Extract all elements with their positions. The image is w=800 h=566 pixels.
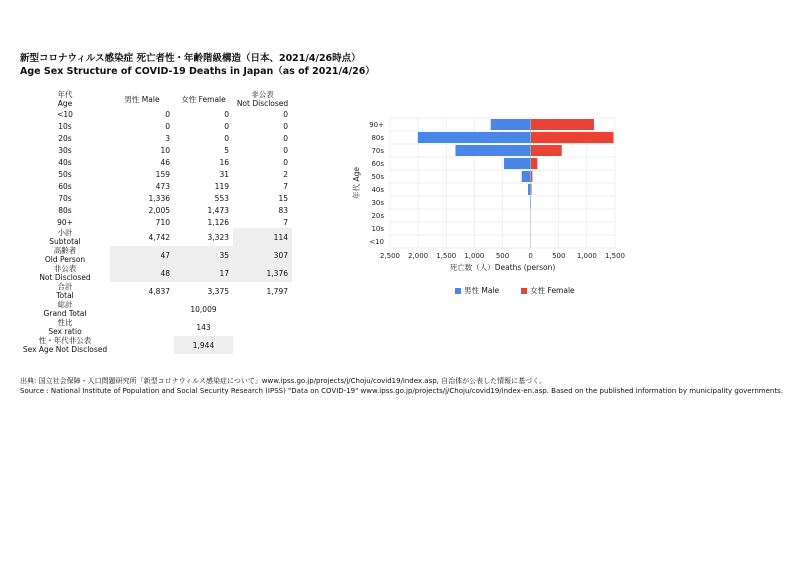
x-tick-label: 2,500 (379, 252, 401, 260)
bar-male (504, 158, 531, 169)
legend-label-female: 女性 Female (530, 286, 575, 295)
cell-nd: 83 (278, 205, 288, 215)
cell-nd: 15 (278, 193, 288, 203)
x-tick-label: 1,000 (576, 252, 597, 260)
bar-male (528, 184, 531, 195)
table-row (20, 168, 292, 180)
y-tick-label: <10 (369, 238, 384, 246)
legend-label-male: 男性 Male (464, 286, 500, 295)
not-disclosed-label (20, 264, 110, 282)
cell-nd: 0 (283, 145, 288, 155)
header-nd-ja: 非公表 (251, 90, 274, 99)
not-disclosed-nd: 1,376 (233, 264, 292, 282)
table-row (20, 132, 292, 144)
title-block (20, 52, 375, 78)
sex-ratio-value: 143 (196, 322, 211, 332)
x-tick-label: 0 (528, 252, 533, 260)
cell-male: 473 (155, 181, 170, 191)
cell-nd: 7 (283, 217, 288, 227)
cell-male: 3 (165, 133, 170, 143)
cell-label: 40s (58, 157, 72, 167)
old-person-label-ja: 高齢者 (53, 246, 77, 255)
cell-female: 0 (224, 121, 229, 131)
sex-age-nd-label-en: Sex Age Not Disclosed (22, 345, 108, 354)
subtotal-female: 3,323 (207, 232, 229, 242)
x-tick-label: 500 (552, 252, 566, 260)
total-row (20, 282, 292, 300)
cell-male: 10 (160, 145, 170, 155)
old-person-label (20, 246, 110, 264)
cell-female: 119 (214, 181, 229, 191)
x-axis-label: 死亡数（人）Deaths (person) (449, 263, 556, 272)
x-tick-label: 1,500 (604, 252, 626, 260)
subtotal-label-en: Subtotal (49, 237, 81, 246)
y-tick-label: 40s (371, 186, 384, 194)
title-english: Age Sex Structure of COVID-19 Deaths in Japan（as of 2021/4/26） (20, 66, 375, 77)
grand-total-label-ja: 総計 (57, 300, 73, 309)
cell-female: 0 (224, 133, 229, 143)
cell-female: 5 (224, 145, 229, 155)
cell-female: 0 (224, 109, 229, 119)
y-tick-label: 90+ (369, 121, 384, 129)
legend-swatch-male (455, 288, 461, 294)
grand-total-label (20, 300, 110, 318)
bar-male (491, 119, 531, 130)
title-japanese: 新型コロナウィルス感染症 死亡者性・年齢階級構造（日本、2021/4/26時点） (20, 53, 361, 64)
cell-male: 710 (155, 217, 170, 227)
cell-label: <10 (57, 109, 73, 119)
sex-ratio-label-ja: 性比 (57, 318, 73, 327)
sex-ratio-label-en: Sex ratio (48, 327, 82, 336)
not-disclosed-row (20, 264, 292, 282)
cell-male: 1,336 (148, 193, 170, 203)
x-tick-label: 1,000 (464, 252, 485, 260)
header-age-en: Age (57, 99, 73, 108)
cell-nd: 0 (283, 109, 288, 119)
total-label (20, 282, 110, 300)
cell-label: 60s (58, 181, 72, 191)
legend-item-male (455, 285, 499, 296)
sex-age-nd-label-ja: 性・年代非公表 (38, 336, 92, 345)
cell-label: 30s (58, 145, 72, 155)
total-nd: 1,797 (266, 286, 288, 296)
table-row (20, 156, 292, 168)
cell-label: 20s (58, 133, 72, 143)
grand-total-label-en: Grand Total (43, 309, 87, 318)
source-note (20, 376, 783, 396)
cell-label: 70s (58, 193, 72, 203)
sex-age-nd-label (20, 336, 110, 354)
chart-legend (455, 285, 575, 296)
cell-male: 2,005 (148, 205, 170, 215)
bar-male (522, 171, 531, 182)
source-english: Source : National Institute of Population and Social Security Research (IPSS) "Data on COVID-19" www.ipss.go.jp/projects/j/Choju/covid19/index-en.asp. Based on the published information by municipality governments. (20, 387, 783, 395)
y-tick-label: 30s (371, 199, 384, 207)
sex-age-nd-row (20, 336, 292, 354)
deaths-table (20, 90, 292, 354)
cell-female: 16 (219, 157, 229, 167)
header-female: 女性 Female (181, 94, 226, 104)
y-axis-label: 年代 Age (352, 167, 361, 199)
table-row (20, 120, 292, 132)
old-person-female: 35 (174, 246, 233, 264)
bar-female (531, 132, 614, 143)
y-tick-label: 10s (371, 225, 384, 233)
x-tick-label: 500 (495, 252, 510, 260)
cell-female: 1,126 (207, 217, 229, 227)
table-row (20, 204, 292, 216)
not-disclosed-label-ja: 非公表 (53, 264, 77, 273)
old-person-male: 47 (110, 246, 174, 264)
total-label-en: Total (56, 291, 74, 300)
table-row (20, 192, 292, 204)
old-person-label-en: Old Person (44, 255, 86, 264)
cell-nd: 2 (283, 169, 288, 179)
table-header-row (20, 90, 292, 108)
cell-label: 50s (58, 169, 72, 179)
header-nd-en: Not Disclosed (236, 99, 289, 108)
bar-female (531, 145, 562, 156)
sex-ratio-row (20, 318, 292, 336)
cell-male: 0 (165, 109, 170, 119)
total-female: 3,375 (207, 286, 229, 296)
cell-nd: 0 (283, 157, 288, 167)
header-male: 男性 Male (124, 94, 160, 104)
grand-total-row (20, 300, 292, 318)
y-tick-label: 80s (371, 134, 384, 142)
sex-ratio-label (20, 318, 110, 336)
total-male: 4,837 (148, 286, 170, 296)
bar-male (418, 132, 531, 143)
cell-male: 46 (160, 157, 170, 167)
table-row (20, 108, 292, 120)
header-age (20, 90, 110, 108)
cell-label: 90+ (57, 217, 73, 227)
cell-male: 0 (165, 121, 170, 131)
table-row (20, 216, 292, 228)
cell-label: 80s (58, 205, 72, 215)
bar-female (531, 158, 538, 169)
cell-male: 159 (155, 169, 170, 179)
cell-label: 10s (58, 121, 72, 131)
subtotal-label-ja: 小計 (57, 228, 73, 237)
cell-nd: 7 (283, 181, 288, 191)
subtotal-label (20, 228, 110, 246)
total-label-ja: 合計 (57, 282, 73, 291)
x-tick-label: 1,500 (436, 252, 457, 260)
cell-female: 1,473 (207, 205, 229, 215)
subtotal-row (20, 228, 292, 246)
cell-nd: 0 (283, 133, 288, 143)
y-tick-label: 70s (371, 147, 384, 155)
not-disclosed-label-en: Not Disclosed (39, 273, 91, 282)
legend-swatch-female (521, 288, 527, 294)
y-tick-label: 50s (371, 173, 384, 181)
bar-male (455, 145, 530, 156)
header-age-ja: 年代 (57, 90, 73, 99)
legend-item-female (521, 285, 575, 296)
grand-total-value: 10,009 (190, 304, 217, 314)
old-person-nd: 307 (233, 246, 292, 264)
header-not-disclosed (233, 90, 292, 108)
cell-nd: 0 (283, 121, 288, 131)
table-row (20, 180, 292, 192)
subtotal-nd: 114 (233, 228, 292, 246)
sex-age-nd-value: 1,944 (174, 336, 233, 354)
subtotal-male: 4,742 (148, 232, 170, 242)
y-tick-label: 20s (371, 212, 384, 220)
bar-female (531, 119, 594, 130)
x-tick-label: 2,000 (408, 252, 429, 260)
table-row (20, 144, 292, 156)
not-disclosed-male: 48 (110, 264, 174, 282)
cell-female: 31 (219, 169, 229, 179)
not-disclosed-female: 17 (174, 264, 233, 282)
population-pyramid-chart (340, 110, 630, 280)
cell-female: 553 (214, 193, 229, 203)
old-person-row (20, 246, 292, 264)
source-japanese: 出典: 国立社会保障・人口問題研究所「新型コロナウィルス感染症について」www.ipss.go.jp/projects/j/Choju/covid19/index.asp, 自治体が公表した情報に基づく。 (20, 377, 546, 385)
y-tick-label: 60s (371, 160, 384, 168)
age-rows (20, 108, 292, 228)
